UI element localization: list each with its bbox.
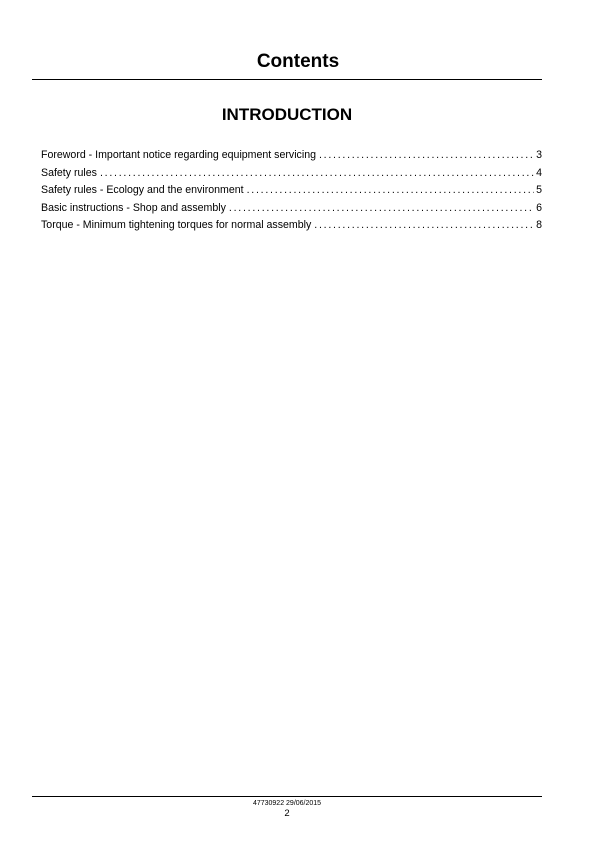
section-title: INTRODUCTION <box>221 105 353 124</box>
toc-dot-leader <box>100 166 534 181</box>
footer-divider <box>32 796 542 797</box>
toc-entry-page: 5 <box>536 184 542 196</box>
toc-entry-page: 6 <box>536 201 542 214</box>
toc-entry-basic-instructions[interactable] <box>41 201 542 219</box>
toc-entry-page: 8 <box>536 219 542 231</box>
toc-entry-label: Basic instructions - Shop and assembly <box>41 201 226 214</box>
header-divider <box>32 79 542 80</box>
toc-entry-label: Safety rules - Ecology and the environment <box>41 184 244 196</box>
toc-dot-leader <box>314 218 534 233</box>
toc-entry-label: Foreword - Important notice regarding equipment servicing <box>41 149 316 161</box>
toc-entry-safety-ecology[interactable] <box>41 183 542 201</box>
toc-dot-leader <box>229 201 534 216</box>
toc-entry-torque[interactable] <box>41 218 542 236</box>
toc-dot-leader <box>319 148 534 163</box>
toc-entry-page: 4 <box>536 166 542 179</box>
toc-entry-page: 3 <box>536 149 542 161</box>
toc-entry-foreword[interactable] <box>41 148 542 166</box>
page-number: 2 <box>284 808 290 819</box>
toc-dot-leader <box>247 183 535 198</box>
toc-entry-safety-rules[interactable] <box>41 166 542 184</box>
document-reference: 47730922 29/06/2015 <box>252 800 322 807</box>
table-of-contents <box>41 148 542 236</box>
toc-entry-label: Safety rules <box>41 166 97 179</box>
page-title: Contents <box>256 51 340 72</box>
toc-entry-label: Torque - Minimum tightening torques for normal assembly <box>41 219 312 231</box>
